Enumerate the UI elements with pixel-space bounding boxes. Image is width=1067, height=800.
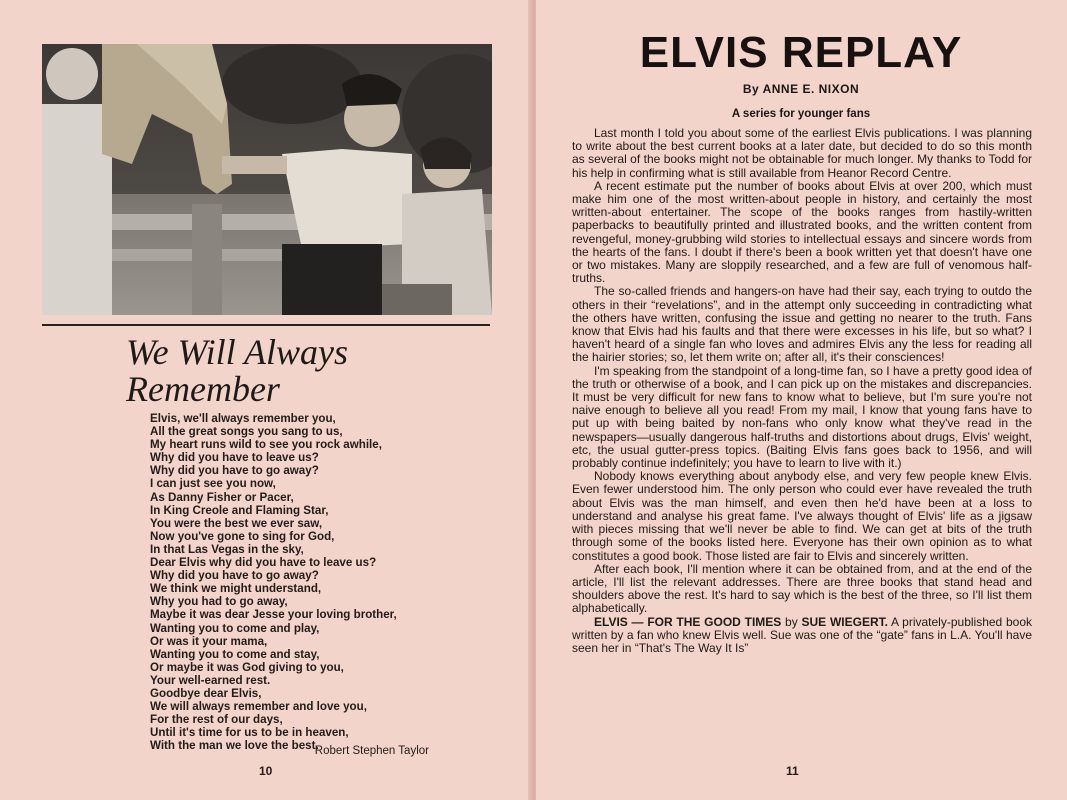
- page-number-left: 10: [259, 764, 273, 778]
- right-page: [536, 0, 1067, 800]
- poem-line: Or maybe it was God giving to you,: [150, 660, 344, 674]
- article-paragraph: Nobody knows everything about anybody else, and very few people knew Elvis. Even fewer understood him. The only person who could ever have revealed the truth about Elvis was the man himself, and even then he'd have been at a loss to understand and analyse his great fame. I've always thought of Elvis' life as a jigsaw with pieces missing that we'll never be able to find. We can get at bits of the truth through some of the books listed here. Everyone has their own opinion as to what constitutes a good book. Those listed are fair to Elvis and sincerely written.: [572, 469, 1032, 563]
- page-number-right: 11: [786, 764, 799, 778]
- poem-line: Or was it your mama,: [150, 634, 268, 648]
- poem-body: [150, 412, 450, 752]
- poem-title-line-2: Remember: [126, 369, 280, 409]
- poem-line: My heart runs wild to see you rock awhile,: [150, 438, 382, 452]
- poem-title-line-1: We Will Always: [126, 332, 349, 372]
- article-paragraph: A recent estimate put the number of books about Elvis at over 200, which must make him one of the most written-about people in history, and certainly the most written-about entertainer. The scope of the books ranges from hastily-written paperbacks to beautifully printed and illustrated books, and the written content from revengeful, money-grubbing wild stories to intellectual essays and sincere words from the hearts of the fans. I doubt if there's been a book written yet that doesn't have one or two mistakes. Many are sloppily researched, and a few are full of venomous half-truths.: [572, 178, 1032, 286]
- poem-line: Your well-earned rest.: [150, 673, 271, 687]
- poem-line: Now you've gone to sing for God,: [150, 529, 335, 543]
- poem-line: Elvis, we'll always remember you,: [150, 412, 336, 425]
- poem-line: Wanting you to come and play,: [150, 621, 320, 635]
- article-title: ELVIS REPLAY: [639, 28, 963, 77]
- poem-line: Until it's time for us to be in heaven,: [150, 726, 349, 740]
- poem-line: Wanting you to come and stay,: [150, 647, 320, 661]
- left-page: [0, 0, 532, 800]
- photo-image: [42, 44, 492, 315]
- poem-line: All the great songs you sang to us,: [150, 425, 343, 439]
- poem-line: Goodbye dear Elvis,: [150, 686, 262, 700]
- poem-line: Why you had to go away,: [150, 595, 288, 609]
- article-paragraph: I'm speaking from the standpoint of a long-time fan, so I have a pretty good idea of the truth or otherwise of a book, and I can pick up on the mistakes and discrepancies. It must be very difficult for new fans to know what to believe, but I'm sure you're not naive enough to believe all you read! From my mail, I know that young fans have to put up with being baited by non-fans who only know what they've read in the newspapers—usually dangerous half-truths and distortions about drugs, Elvis' weight, etc, the usual gutter-press topics. (Baiting Elvis fans goes back to 1956, and will probably continue indefinitely; you have to learn to live with it.): [572, 363, 1032, 471]
- poem-line: With the man we love the best.: [150, 739, 319, 753]
- article-paragraph: After each book, I'll mention where it can be obtained from, and at the end of the article, I'll list the relevant addresses. There are three books that stand head and shoulders above the rest. It's hard to say which is the best of the three, so I'll list them alphabetically.: [572, 561, 1032, 616]
- book-description: A privately-published book written by a fan who knew Elvis well. Sue was one of the “gate” fans in L.A. You'll have seen her in “That's The Way It Is”: [572, 614, 1033, 655]
- poem-line: In that Las Vegas in the sky,: [150, 542, 304, 556]
- article-paragraph: The so-called friends and hangers-on have had their say, each trying to outdo the others in their “revelations”, and in the attempt only succeeding in contradicting what the others have written, confusing the issue and getting no nearer to the truth. Fans know that Elvis had his faults and that there were excesses in his life, but so what? I haven't heard of a single fan who loves and admires Elvis any the less for reading all the hairier stories; so, let them write on; after all, it's their consciences!: [572, 284, 1032, 365]
- poem-line: Dear Elvis why did you have to leave us?: [150, 556, 377, 570]
- poem-line: Maybe it was dear Jesse your loving brother,: [150, 608, 397, 622]
- article-paragraph: Last month I told you about some of the earliest Elvis publications. I was planning to write about the best current books at a later date, but decided to do so this month as several of the books might not be obtainable for much longer. My thanks to Todd for his help in confirming what is still available from Heanor Record Centre.: [572, 126, 1032, 180]
- poem-line: We will always remember and love you,: [150, 700, 367, 714]
- poem-line: We think we might understand,: [150, 582, 322, 596]
- poem-title: [126, 334, 506, 408]
- book-entry: [572, 616, 1032, 656]
- article-body: [572, 127, 1032, 655]
- photo-elvis-with-horse: [42, 44, 492, 315]
- poem-line: I can just see you now,: [150, 477, 276, 491]
- poem-line: Why did you have to go away?: [150, 464, 319, 478]
- poem-author: Robert Stephen Taylor: [314, 745, 429, 757]
- divider-rule: [42, 324, 490, 326]
- poem-line: You were the best we ever saw,: [150, 516, 323, 530]
- poem-line: Why did you have to leave us?: [150, 451, 319, 465]
- poem-line: As Danny Fisher or Pacer,: [150, 490, 294, 504]
- book-by: by: [781, 614, 802, 629]
- poem-line: Why did you have to go away?: [150, 569, 319, 583]
- book-author: SUE WIEGERT.: [801, 614, 888, 629]
- poem-line: For the rest of our days,: [150, 713, 283, 727]
- article-subhead: A series for younger fans: [731, 108, 871, 120]
- article-byline: By ANNE E. NIXON: [742, 82, 860, 96]
- book-title: ELVIS — FOR THE GOOD TIMES: [594, 614, 782, 629]
- poem-line: In King Creole and Flaming Star,: [150, 503, 329, 517]
